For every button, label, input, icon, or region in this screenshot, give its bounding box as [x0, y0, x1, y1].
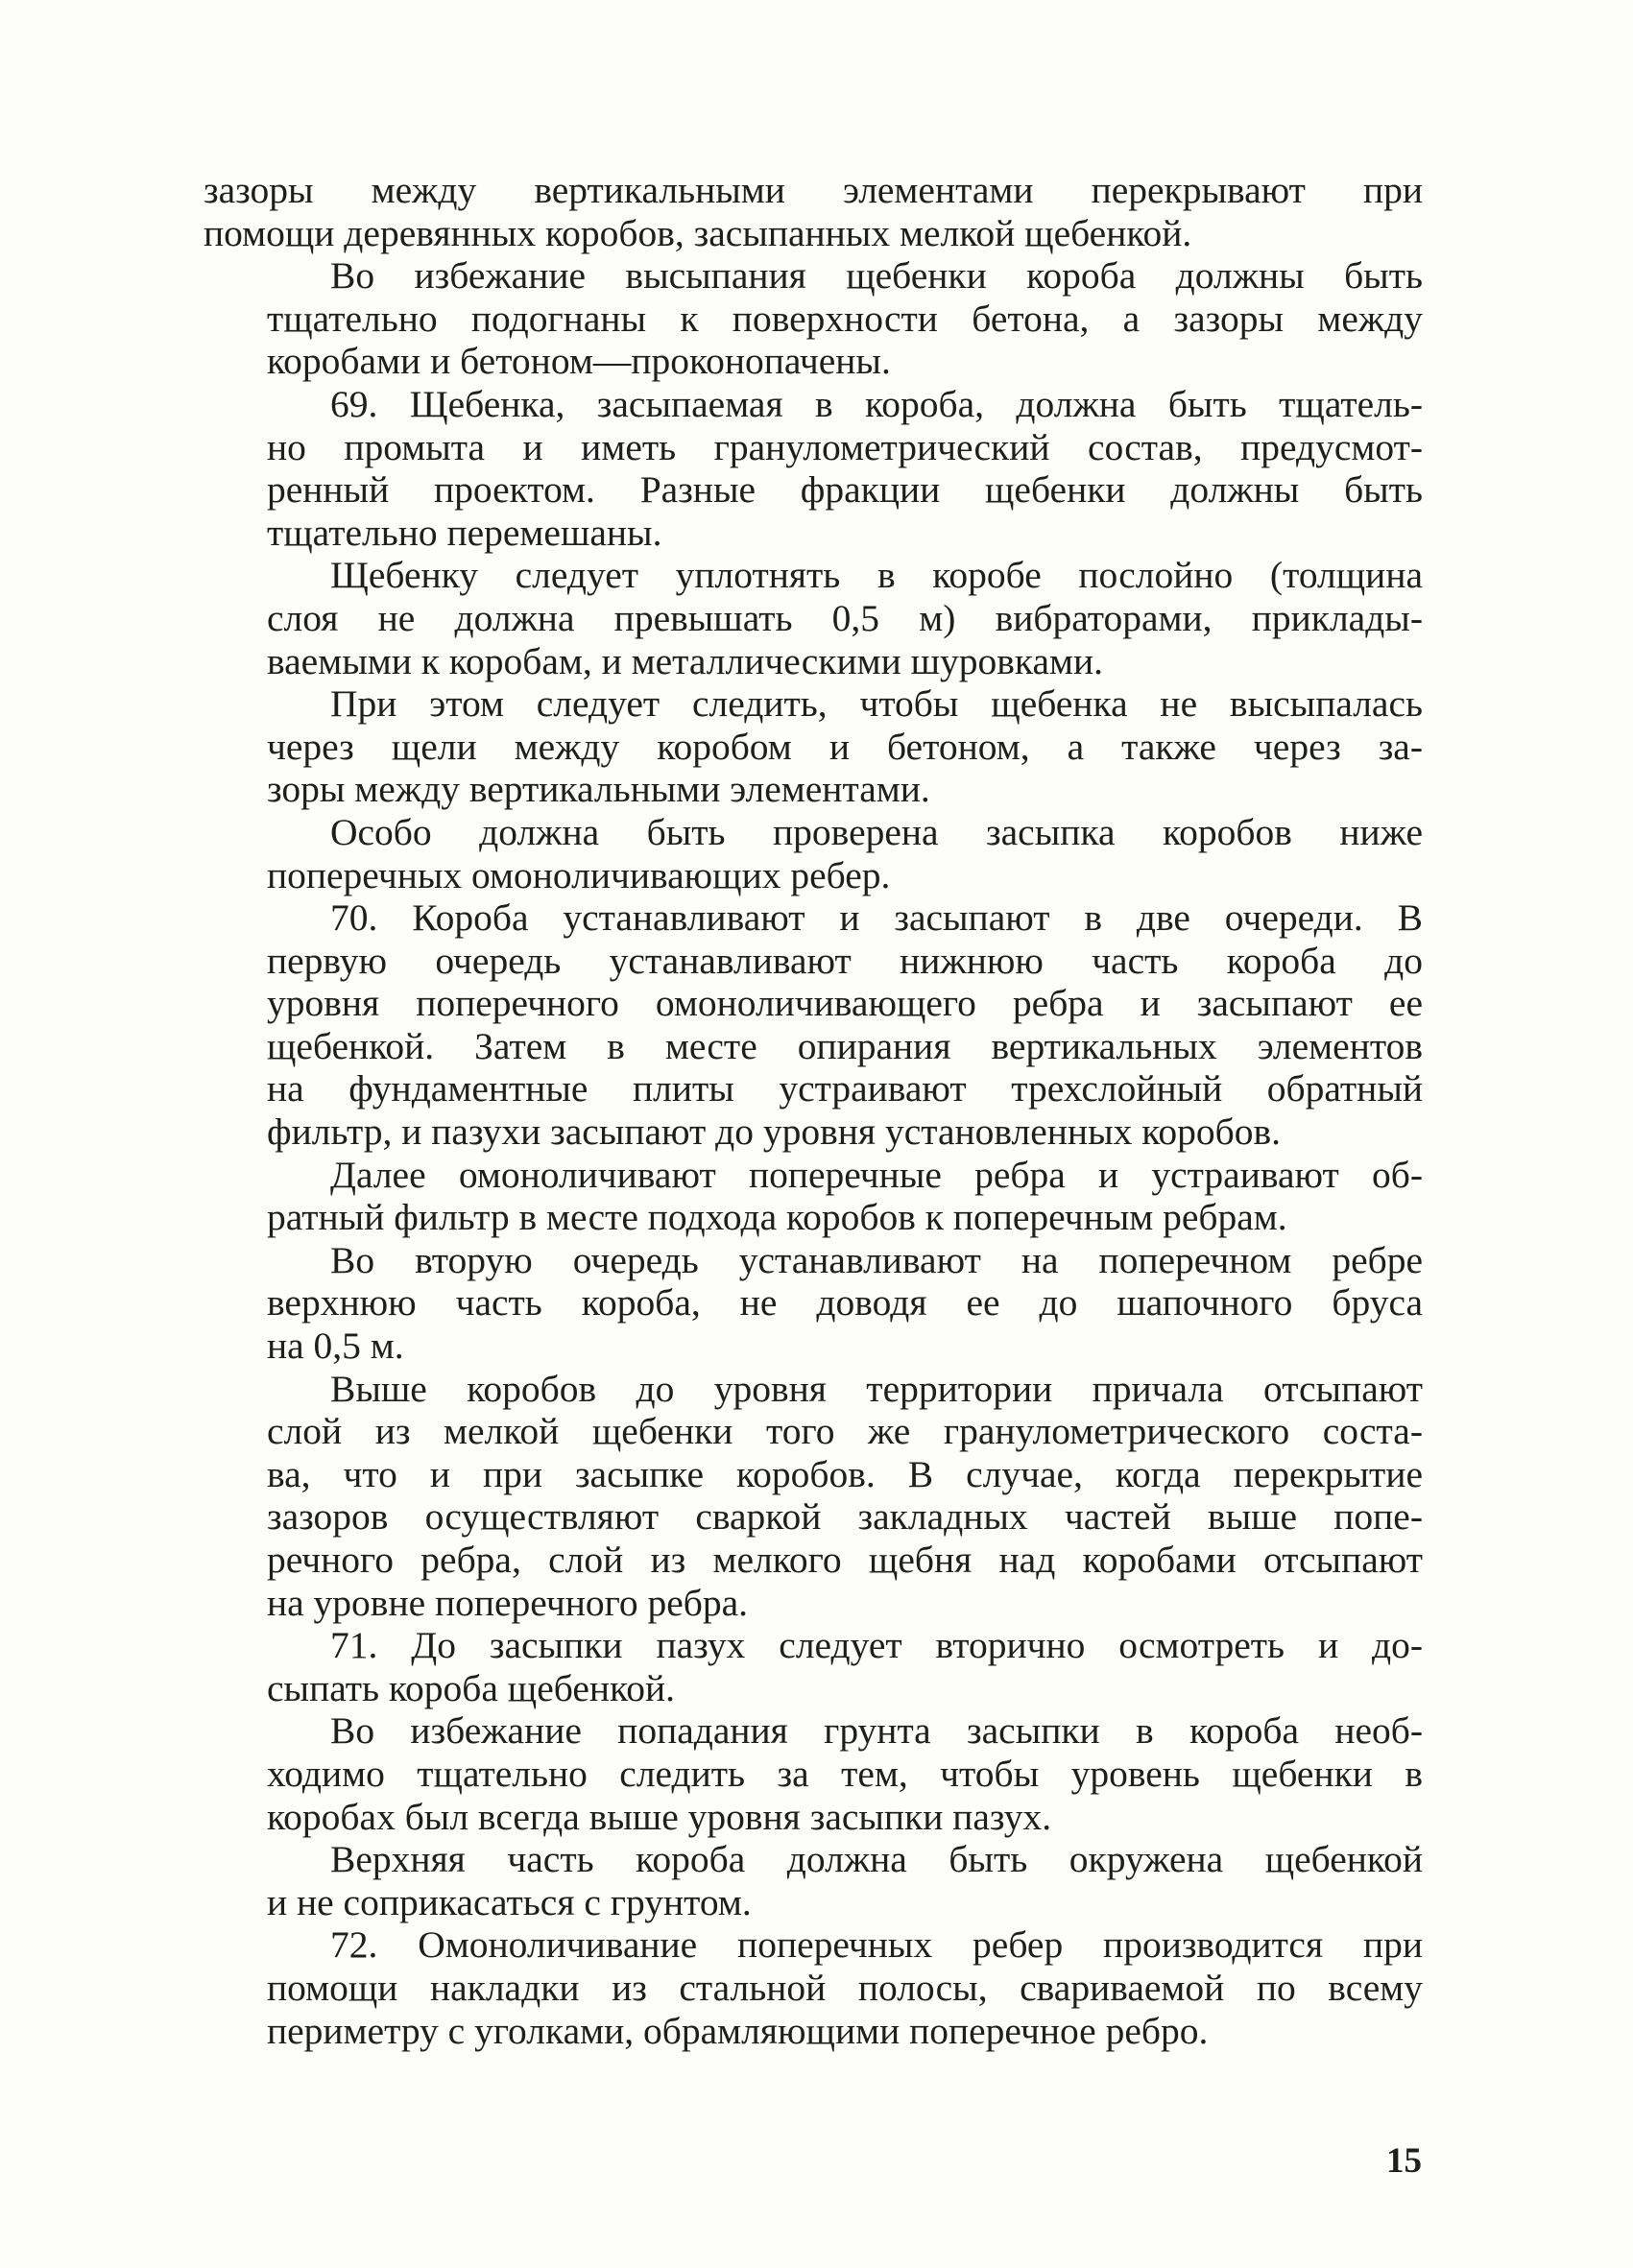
text-line: 69. Щебенка, засыпаемая в короба, должна быть тщатель-	[330, 382, 1423, 425]
text-line: Во вторую очередь устанавливают на поперечном ребре	[330, 1238, 1423, 1281]
text-line: зазоры между вертикальными элементами перекрывают при	[204, 169, 1423, 211]
body-text	[204, 169, 1423, 2052]
paragraph	[204, 1239, 1423, 1368]
paragraph	[204, 554, 1423, 682]
text-line: периметру с уголками, обрамляющими поперечное ребро.	[267, 2009, 1209, 2052]
text-line: зазоров осуществляют сваркой закладных частей выше попе-	[267, 1495, 1423, 1539]
text-line: уровня поперечного омоноличивающего ребра и засыпают ее	[267, 982, 1423, 1025]
text-line: на 0,5 м.	[267, 1325, 404, 1368]
text-line: Верхняя часть короба должна быть окружена щебенкой	[330, 1838, 1423, 1881]
text-line: Во избежание высыпания щебенки короба должны быть	[330, 254, 1423, 298]
text-line: Далее омоноличивают поперечные ребра и устраивают об-	[330, 1153, 1423, 1196]
text-line: и не соприкасаться с грунтом.	[267, 1880, 752, 1923]
text-line: помощи деревянных коробов, засыпанных мелкой щебенкой.	[204, 211, 1192, 254]
text-line: коробами и бетоном—проконопачены.	[267, 340, 891, 383]
text-line: ходимо тщательно следить за тем, чтобы уровень щебенки в	[267, 1752, 1423, 1795]
text-line: помощи накладки из стальной полосы, свариваемой по всему	[267, 1966, 1423, 2009]
text-line: фильтр, и пазухи засыпают до уровня установленных коробов.	[267, 1110, 1282, 1154]
page-number: 15	[1386, 2141, 1422, 2181]
text-line: 72. Омоноличивание поперечных ребер производится при	[330, 1923, 1423, 1967]
text-line: сыпать короба щебенкой.	[267, 1666, 675, 1709]
text-line: Особо должна быть проверена засыпка коробов ниже	[330, 810, 1423, 853]
paragraph	[204, 682, 1423, 811]
text-line: 71. До засыпки пазух следует вторично осмотреть и до-	[330, 1624, 1423, 1667]
text-line: поперечных омоноличивающих ребер.	[267, 853, 891, 896]
text-line: зоры между вертикальными элементами.	[267, 768, 930, 811]
text-line: Выше коробов до уровня территории причала отсыпают	[330, 1367, 1423, 1410]
text-line: через щели между коробом и бетоном, а также через за-	[267, 725, 1423, 768]
paragraph	[204, 169, 1423, 254]
text-line: но промыта и иметь гранулометрический состав, предусмот-	[267, 425, 1423, 468]
text-line: Щебенку следует уплотнять в коробе послойно (толщина	[330, 554, 1423, 597]
text-line: тщательно перемешаны.	[267, 511, 662, 554]
paragraph	[204, 1154, 1423, 1239]
paragraph	[204, 1624, 1423, 1709]
paragraph	[204, 1709, 1423, 1838]
paragraph	[204, 383, 1423, 554]
text-line: тщательно подогнаны к поверхности бетона, а зазоры между	[267, 297, 1423, 340]
text-line: на фундаментные плиты устраивают трехслойный обратный	[267, 1067, 1423, 1110]
paragraph	[204, 254, 1423, 383]
text-line: 70. Короба устанавливают и засыпают в две очереди. В	[330, 896, 1423, 940]
text-line: верхнюю часть короба, не доводя ее до шапочного бруса	[267, 1281, 1423, 1325]
text-line: слой из мелкой щебенки того же гранулометрического соста-	[267, 1410, 1423, 1453]
paragraph	[204, 1838, 1423, 1923]
text-line: щебенкой. Затем в месте опирания вертикальных элементов	[267, 1024, 1423, 1067]
text-line: ва, что и при засыпке коробов. В случае, когда перекрытие	[267, 1452, 1423, 1495]
paragraph	[204, 1923, 1423, 2052]
text-line: коробах был всегда выше уровня засыпки пазух.	[267, 1795, 1052, 1838]
paragraph	[204, 811, 1423, 896]
paragraph	[204, 896, 1423, 1154]
text-line: первую очередь устанавливают нижнюю часть короба до	[267, 939, 1423, 982]
text-line: речного ребра, слой из мелкого щебня над коробами отсыпают	[267, 1539, 1423, 1581]
text-line: ваемыми к коробам, и металлическими шуровками.	[267, 639, 1104, 682]
text-line: ратный фильтр в месте подхода коробов к поперечным ребрам.	[267, 1196, 1287, 1239]
text-line: на уровне поперечного ребра.	[267, 1581, 748, 1624]
paragraph	[204, 1368, 1423, 1625]
text-line: Во избежание попадания грунта засыпки в короба необ-	[330, 1709, 1423, 1753]
text-line: ренный проектом. Разные фракции щебенки должны быть	[267, 468, 1423, 512]
text-line: При этом следует следить, чтобы щебенка не высыпалась	[330, 682, 1423, 726]
text-line: слоя не должна превышать 0,5 м) вибраторами, приклады-	[267, 596, 1423, 639]
